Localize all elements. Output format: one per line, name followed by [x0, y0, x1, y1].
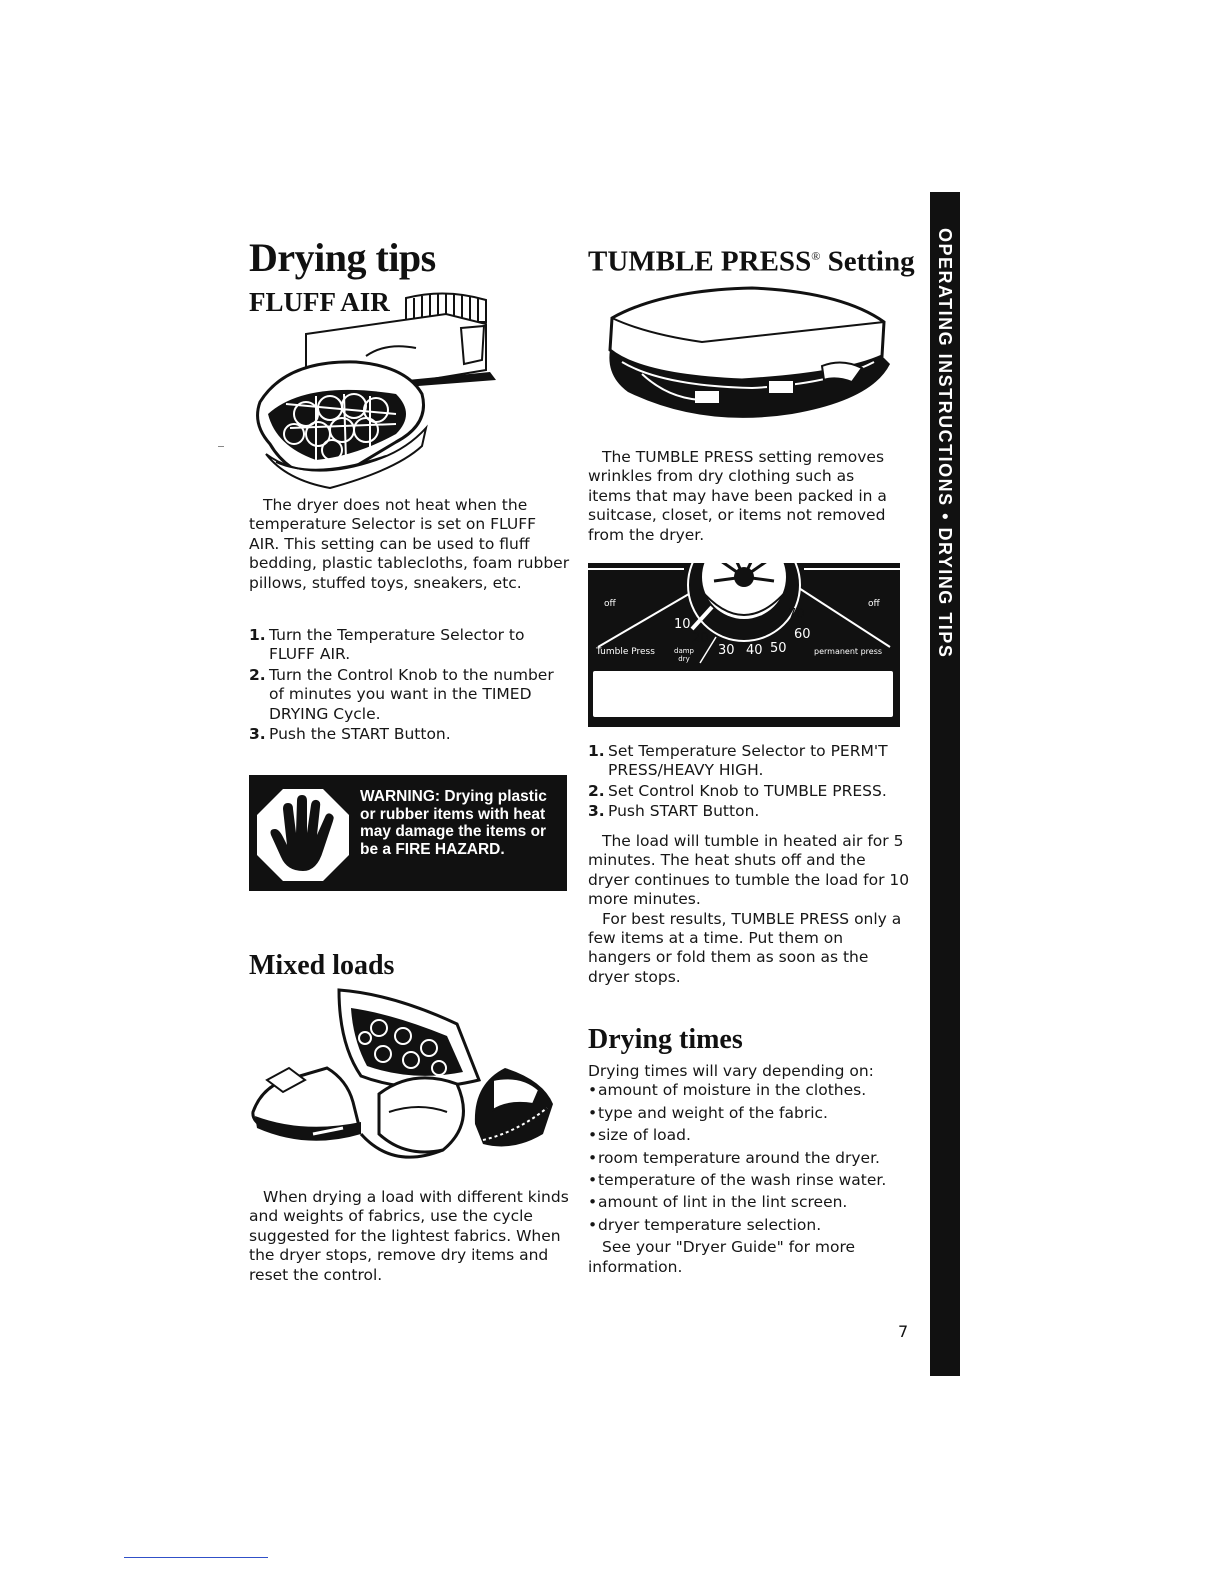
drying-times-closing: See your "Dryer Guide" for more information. [588, 1238, 856, 1276]
list-item: 2. Set Control Knob to TUMBLE PRESS. [588, 781, 887, 800]
list-item: •dryer temperature selection. [588, 1215, 822, 1234]
mixed-loads-heading: Mixed loads [249, 950, 395, 981]
fluff-air-heading: FLUFF AIR [249, 287, 390, 317]
list-item: 2. Turn the Control Knob to the number of minutes you want in the TIMED DRYING Cycle. [249, 665, 554, 723]
control-dial-panel [588, 563, 900, 727]
warning-box [249, 775, 567, 891]
dial-label-tumble-press: Tumble Press [596, 647, 655, 657]
warning-text: WARNING: Drying plastic or rubber items with heat may damage the items or be a FIRE HAZARD. [360, 788, 547, 858]
dial-number: 30 [718, 643, 735, 658]
dial-off-right: off [868, 599, 880, 609]
footer-rule [124, 1557, 268, 1558]
drying-times-intro: Drying times will vary depending on: [588, 1062, 874, 1080]
list-item: •size of load. [588, 1126, 691, 1145]
dial-label-damp-dry: damp dry [674, 647, 694, 663]
dial-number: 50 [770, 641, 787, 656]
list-item: •room temperature around the dryer. [588, 1148, 880, 1167]
list-item: •temperature of the wash rinse water. [588, 1171, 887, 1190]
fluff-air-steps [249, 626, 571, 745]
dial-number: 40 [746, 643, 763, 658]
tumble-press-paragraph-2: For best results, TUMBLE PRESS only a few items at a time. Put them on hangers or fold them as soon as the dryer stops. [588, 909, 902, 986]
dial-number: 10 [674, 617, 691, 632]
page-number: 7 [898, 1322, 909, 1341]
dial-label-permanent-press: permanent press [814, 647, 883, 656]
tumble-press-heading: TUMBLE PRESS® Setting [588, 245, 915, 278]
margin-tick [218, 446, 224, 447]
list-item: 1. Set Temperature Selector to PERM'T PRESS/HEAVY HIGH. [588, 742, 888, 780]
mixed-loads-paragraph: When drying a load with different kinds and weights of fabrics, use the cycle suggested for the lightest fabrics. When the dryer stops, remove dry items and reset the control. [249, 1188, 569, 1284]
fluff-air-illustration [246, 284, 502, 498]
dial-off-left: off [604, 599, 616, 609]
list-item: 3. Push START Button. [588, 802, 760, 821]
mixed-loads-illustration [243, 984, 555, 1174]
dial-panel-window [593, 671, 893, 717]
tumble-press-steps [588, 742, 900, 823]
drying-times-list [588, 1081, 910, 1235]
page-title: Drying tips [249, 235, 436, 280]
list-item: 1. Turn the Temperature Selector to FLUFF AIR. [249, 626, 525, 664]
stop-hand-icon [255, 787, 351, 883]
suitcase-illustration [602, 282, 898, 432]
drying-times-heading: Drying times [588, 1024, 743, 1055]
dial-number: 20 [692, 631, 709, 646]
list-item: •amount of lint in the lint screen. [588, 1193, 848, 1212]
list-item: •type and weight of the fabric. [588, 1103, 828, 1122]
section-tab-label: OPERATING INSTRUCTIONS • DRYING TIPS [935, 228, 955, 659]
dial-number: 60 [794, 627, 811, 642]
tumble-press-paragraph-1: The load will tumble in heated air for 5 minutes. The heat shuts off and the dryer continues to tumble the load for 10 more minutes. [588, 832, 910, 909]
list-item: •amount of moisture in the clothes. [588, 1081, 867, 1100]
dial-number: 70 [788, 607, 805, 622]
tumble-press-intro: The TUMBLE PRESS setting removes wrinkles from dry clothing such as items that may have been packed in a suitcase, closet, or items not removed from the dryer. [588, 448, 887, 544]
section-tab [930, 192, 960, 1376]
list-item: 3. Push the START Button. [249, 725, 451, 744]
fluff-air-paragraph: The dryer does not heat when the temperature Selector is set on FLUFF AIR. This setting can be used to fluff bedding, plastic tablecloths, foam rubber pillows, stuffed toys, sneakers, etc. [249, 496, 570, 592]
